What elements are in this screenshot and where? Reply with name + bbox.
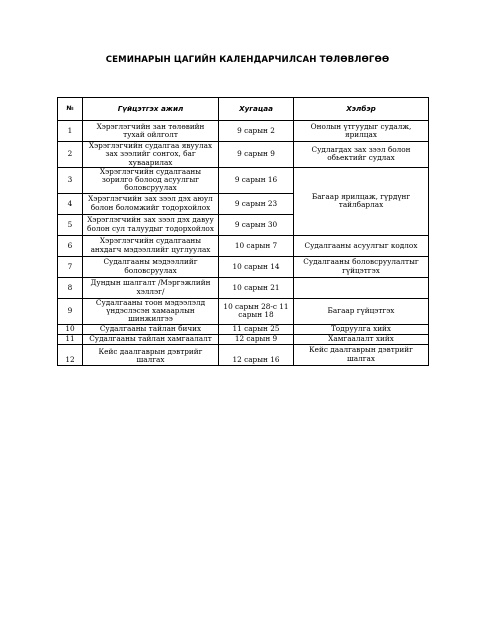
row-number: 2	[58, 142, 83, 168]
row-number: 1	[58, 121, 83, 142]
row-form: Судалгааны боловсруулалтыг гүйцэтгэх	[294, 256, 429, 277]
row-form: Багаар гүйцэтгэх	[294, 298, 429, 324]
table-row	[58, 235, 429, 256]
row-number: 3	[58, 167, 83, 193]
table-row	[58, 277, 429, 298]
row-task: Судалгааны тайлан хамгаалалт	[83, 334, 219, 344]
row-number: 7	[58, 256, 83, 277]
row-deadline: 10 сарын 28-с 11 сарын 18	[219, 298, 294, 324]
schedule-table	[57, 97, 429, 366]
row-number: 4	[58, 193, 83, 214]
row-deadline: 9 сарын 23	[219, 193, 294, 214]
row-deadline: 9 сарын 30	[219, 214, 294, 235]
row-task: Судалгааны тоон мэдээлэлд үндэслэсэн хамаарлын шинжилгээ	[83, 298, 219, 324]
row-task: Хэрэглэгчийн зах зээл дэх давуу болон сул талуудыг тодорхойлох	[83, 214, 219, 235]
row-number: 5	[58, 214, 83, 235]
row-deadline: 12 сарын 9	[219, 334, 294, 344]
row-form: Судалгааны асуулгыг кодлох	[294, 235, 429, 256]
row-form: Хамгаалалт хийх	[294, 334, 429, 344]
row-number: 9	[58, 298, 83, 324]
row-form: Кейс даалгаврын дэвтрийг шалгах	[294, 344, 429, 365]
row-task: Хэрэглэгчийн зах зээл дэх аюул болон боломжийг тодорхойлох	[83, 193, 219, 214]
row-number: 11	[58, 334, 83, 344]
table-row	[58, 142, 429, 168]
row-number: 6	[58, 235, 83, 256]
table-row	[58, 256, 429, 277]
table-row	[58, 167, 429, 193]
header-number: №	[58, 98, 83, 121]
row-task: Судалгааны мэдээллийг боловсруулах	[83, 256, 219, 277]
row-task: Хэрэглэгчийн судалгааны анхдагч мэдээллийг цуглуулах	[83, 235, 219, 256]
row-number: 8	[58, 277, 83, 298]
row-deadline: 10 сарын 14	[219, 256, 294, 277]
header-deadline: Хугацаа	[219, 98, 294, 121]
row-deadline: 10 сарын 21	[219, 277, 294, 298]
row-number: 10	[58, 324, 83, 334]
row-form: Тодруулга хийх	[294, 324, 429, 334]
table-row	[58, 121, 429, 142]
row-form	[294, 277, 429, 298]
row-deadline: 9 сарын 16	[219, 167, 294, 193]
row-task: Судалгааны тайлан бичих	[83, 324, 219, 334]
row-task: Хэрэглэгчийн судалгааны зорилго болоод асуулгыг боловсруулах	[83, 167, 219, 193]
table-row	[58, 324, 429, 334]
row-task: Кейс даалгаврын дэвтрийг шалгах	[83, 344, 219, 365]
table-row	[58, 344, 429, 365]
table-row	[58, 334, 429, 344]
row-deadline: 12 сарын 16	[219, 344, 294, 365]
row-deadline: 9 сарын 9	[219, 142, 294, 168]
row-deadline: 11 сарын 25	[219, 324, 294, 334]
row-form-merged: Багаар ярилцаж, гүрдүнг тайлбарлах	[294, 167, 429, 235]
row-task: Дундын шалгалт /Мэргэжлийн хэллэг/	[83, 277, 219, 298]
row-task: Хэрэглэгчийн судалгаа явуулах зах зээлийг сонгох, баг хуваарилах	[83, 142, 219, 168]
row-deadline: 10 сарын 7	[219, 235, 294, 256]
row-task: Хэрэглэгчийн зан төлөвийн тухай ойлголт	[83, 121, 219, 142]
page-title: СЕМИНАРЫН ЦАГИЙН КАЛЕНДАРЧИЛСАН ТӨЛӨВЛӨГӨӨ	[105, 55, 390, 65]
table-header-row	[58, 98, 429, 121]
header-form: Хэлбэр	[294, 98, 429, 121]
row-form: Судлагдах зах зээл болон обьектийг судлах	[294, 142, 429, 168]
row-form: Онолын үтгуудыг судалж, ярилцах	[294, 121, 429, 142]
header-task: Гүйцэтгэх ажил	[83, 98, 219, 121]
table-row	[58, 298, 429, 324]
row-number: 12	[58, 344, 83, 365]
row-deadline: 9 сарын 2	[219, 121, 294, 142]
